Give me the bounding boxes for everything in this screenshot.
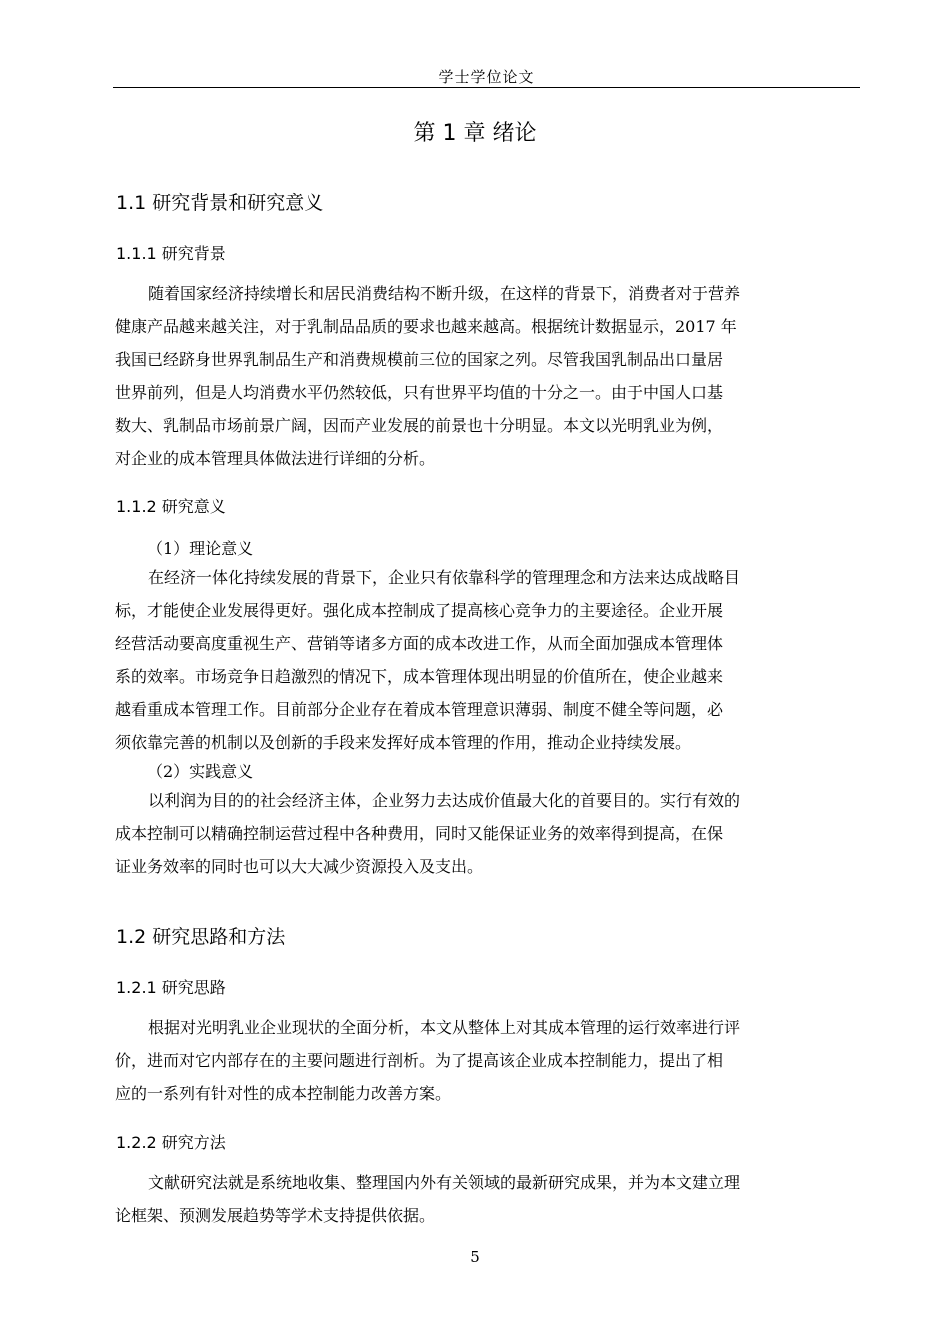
text-line: 随着国家经济持续增长和居民消费结构不断升级，在这样的背景下，消费者对于营养 xyxy=(148,284,741,303)
paragraph-theoretical-significance xyxy=(115,561,860,759)
text-line: 数大、乳制品市场前景广阔，因而产业发展的前景也十分明显。本文以光明乳业为例， xyxy=(115,416,724,435)
text-line: 经营活动要高度重视生产、营销等诸多方面的成本改进工作，从而全面加强成本管理体 xyxy=(115,634,724,653)
text-line: 系的效率。市场竞争日趋激烈的情况下，成本管理体现出明显的价值所在，使企业越来 xyxy=(115,667,724,686)
list-item-practice: （2）实践意义 xyxy=(147,762,254,781)
paragraph-research-background xyxy=(115,277,860,475)
subsection-heading-1-2-2: 1.2.2 研究方法 xyxy=(116,1133,226,1152)
text-line: 以利润为目的的社会经济主体，企业努力去达成价值最大化的首要目的。实行有效的 xyxy=(148,791,741,810)
running-header: 学士学位论文 xyxy=(438,68,535,86)
section-heading-1-2: 1.2 研究思路和方法 xyxy=(116,926,286,948)
text-line: 对企业的成本管理具体做法进行详细的分析。 xyxy=(115,449,436,468)
paragraph-research-approach xyxy=(115,1011,860,1110)
text-line: 在经济一体化持续发展的背景下，企业只有依靠科学的管理理念和方法来达成战略目 xyxy=(148,568,741,587)
subsection-heading-1-1-1: 1.1.1 研究背景 xyxy=(116,244,226,263)
text-line: 须依靠完善的机制以及创新的手段来发挥好成本管理的作用，推动企业持续发展。 xyxy=(115,733,692,752)
subsection-heading-1-1-2: 1.1.2 研究意义 xyxy=(116,497,226,516)
text-line: 世界前列，但是人均消费水平仍然较低，只有世界平均值的十分之一。由于中国人口基 xyxy=(115,383,724,402)
text-line: 根据对光明乳业企业现状的全面分析，本文从整体上对其成本管理的运行效率进行评 xyxy=(148,1018,741,1037)
text-line: 价，进而对它内部存在的主要问题进行剖析。为了提高该企业成本控制能力，提出了相 xyxy=(115,1051,724,1070)
text-line: 我国已经跻身世界乳制品生产和消费规模前三位的国家之列。尽管我国乳制品出口量居 xyxy=(115,350,724,369)
text-line: 应的一系列有针对性的成本控制能力改善方案。 xyxy=(115,1084,452,1103)
header-divider xyxy=(113,87,860,88)
paragraph-research-method xyxy=(115,1166,860,1232)
text-line: 标，才能使企业发展得更好。强化成本控制成了提高核心竞争力的主要途径。企业开展 xyxy=(115,601,724,620)
page-number: 5 xyxy=(470,1248,480,1266)
text-line: 成本控制可以精确控制运营过程中各种费用，同时又能保证业务的效率得到提高，在保 xyxy=(115,824,724,843)
text-line: 证业务效率的同时也可以大大减少资源投入及支出。 xyxy=(115,857,484,876)
text-line: 越看重成本管理工作。目前部分企业存在着成本管理意识薄弱、制度不健全等问题，必 xyxy=(115,700,724,719)
text-line: 论框架、预测发展趋势等学术支持提供依据。 xyxy=(115,1206,436,1225)
list-item-theory: （1）理论意义 xyxy=(147,539,254,558)
chapter-title: 第 1 章 绪论 xyxy=(413,121,537,146)
section-heading-1-1: 1.1 研究背景和研究意义 xyxy=(116,192,324,214)
text-line: 健康产品越来越关注，对于乳制品品质的要求也越来越高。根据统计数据显示，2017 年 xyxy=(115,317,737,336)
paragraph-practical-significance xyxy=(115,784,860,883)
text-line: 文献研究法就是系统地收集、整理国内外有关领域的最新研究成果，并为本文建立理 xyxy=(148,1173,741,1192)
subsection-heading-1-2-1: 1.2.1 研究思路 xyxy=(116,978,226,997)
